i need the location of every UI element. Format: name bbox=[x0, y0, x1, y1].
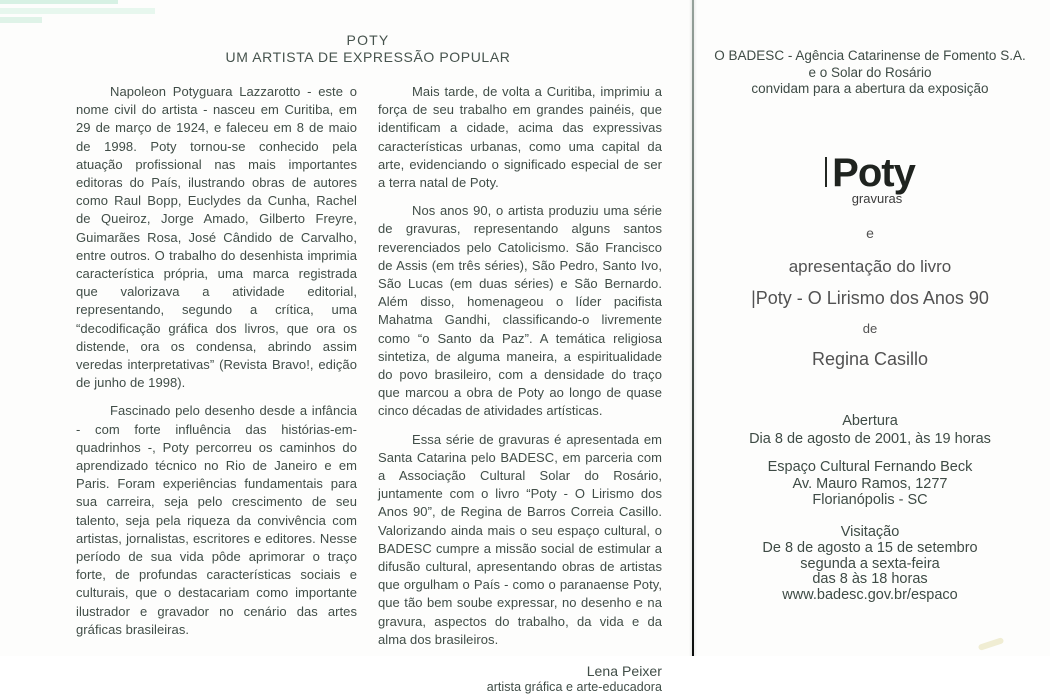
body-paragraph: Essa série de gravuras é apresentada em Santa Catarina pelo BADESC, em parceria com a Associação Cultural Solar do Rosário, juntamente com o livro “Poty - O Lirismo dos Anos 90”, de Regina de Barros Correia Casillo. Valorizando ainda mais o seu espaço cultural, o BADESC cumpre a missão social de estimular a difusão cultural, apresentando obras de artistas que orgulham o País - como o paranaense Poty, que tão bem soube expressar, no desenho e na gravura, aspectos do trabalho, da vida e da alma dos brasileiros. bbox=[378, 431, 662, 647]
body-paragraph: Fascinado pelo desenho desde a infância - com forte influência das histórias-em-quadrinhos -, Poty percorreu os caminhos do aprendizado técnico no Rio de Janeiro e em Paris. Foram experiências fundamentais para sua carreira, seja pelo crescimento de seu talento, seja pela riqueza da convivência com artistas, jornalistas, escritores e editores. Nesse período de sua vida pôde aprimorar o traço forte, de profundas características sociais e culturais, que o destacariam como importante ilustrador e gravador no cenário das artes gráficas brasileiras. bbox=[76, 403, 357, 637]
body-paragraph: Mais tarde, de volta a Curitiba, imprimiu a força de seu trabalho em grandes painéis, que identificam a cidade, acima das expressivas características urbanas, como uma capital da arte, evidenciando o significado especial de ser a terra natal de Poty. bbox=[378, 84, 662, 191]
visiting-days: segunda a sexta-feira bbox=[800, 555, 940, 572]
venue-city: Florianópolis - SC bbox=[812, 492, 928, 508]
signature-name: Lena Peixer bbox=[586, 663, 662, 680]
venue-name: Espaço Cultural Fernando Beck bbox=[767, 459, 973, 475]
right-page bbox=[700, 0, 1040, 656]
body-paragraph: Nos anos 90, o artista produziu uma série de gravuras, representando alguns santos reverenciados pelo Catolicismo. São Francisco de Assis (em três séries), São Pedro, Santo Ivo, São Lucas (em duas séries) e São Bernardo. Além disso, homenageou o líder pacifista Mahatma Gandhi, classificando-o livremente como “o Santo da Paz”. A temática religiosa sintetiza, de alguma maneira, a espiritualidade do povo brasileiro, com a densidade do traço que marcou a obra de Poty ao longo de quase cinco décadas de atividades artísticas. bbox=[378, 203, 662, 419]
opening-info bbox=[700, 412, 1040, 448]
page-title bbox=[45, 32, 691, 66]
website-url: www.badesc.gov.br/espaco bbox=[782, 587, 958, 604]
visiting-hours: das 8 às 18 horas bbox=[812, 571, 928, 588]
title-subtitle: UM ARTISTA DE EXPRESSÃO POPULAR bbox=[225, 49, 511, 65]
venue-info bbox=[700, 459, 1040, 509]
visiting-title: Visitação bbox=[840, 524, 900, 540]
fold-line bbox=[692, 0, 694, 656]
book-presentation-block bbox=[700, 226, 1040, 369]
logo-subtitle: gravuras bbox=[851, 191, 903, 206]
invitation-header-line: O BADESC - Agência Catarinense de Fomento S.A. bbox=[714, 48, 1026, 63]
book-presentation-label: apresentação do livro bbox=[788, 257, 952, 276]
text-column-2 bbox=[378, 83, 662, 695]
logo-wordmark: Poty bbox=[832, 151, 915, 195]
connector-text: de bbox=[862, 321, 878, 336]
book-author: Regina Casillo bbox=[811, 349, 929, 369]
poty-logo bbox=[700, 153, 1040, 206]
body-paragraph: Napoleon Potyguara Lazzarotto - este o nome civil do artista - nasceu em Curitiba, em 29 de março de 1924, e faleceu em 8 de maio de 1998. Poty tornou-se conhecido pela atuação profissional nas mais importantes editoras do País, ilustrando obras de autores como Raul Bopp, Euclydes da Cunha, Rachel de Queiroz, Jorge Amado, Gilberto Freyre, Guimarães Rosa, José Cândido de Carvalho, entre outros. O trabalho do desenhista imprimia característica própria, uma marca registrada que valorizava a atividade editorial, representando, segundo a crítica, uma “decodificação gráfica dos livros, que ora os distende, ora os condensa, abrindo assim veredas interpretativas” (Revista Bravo!, edição de junho de 1998). bbox=[76, 84, 357, 391]
invitation-header-line: convidam para a abertura da exposição bbox=[751, 81, 989, 96]
book-title: |Poty - O Lirismo dos Anos 90 bbox=[751, 288, 989, 308]
logo-bar-icon bbox=[825, 157, 827, 187]
invitation-header-line: e o Solar do Rosário bbox=[808, 64, 932, 80]
invitation-header bbox=[700, 48, 1040, 98]
opening-datetime: Dia 8 de agosto de 2001, às 19 horas bbox=[749, 431, 991, 447]
text-column-1 bbox=[76, 83, 357, 639]
signature-block bbox=[378, 663, 662, 695]
opening-title: Abertura bbox=[842, 413, 898, 429]
venue-address: Av. Mauro Ramos, 1277 bbox=[792, 475, 948, 492]
signature-role: artista gráfica e arte-educadora bbox=[486, 680, 662, 695]
title-artist-name: POTY bbox=[346, 32, 390, 48]
visiting-dates: De 8 de agosto a 15 de setembro bbox=[762, 539, 978, 556]
connector-text: e bbox=[866, 225, 874, 241]
visiting-info bbox=[700, 525, 1040, 604]
